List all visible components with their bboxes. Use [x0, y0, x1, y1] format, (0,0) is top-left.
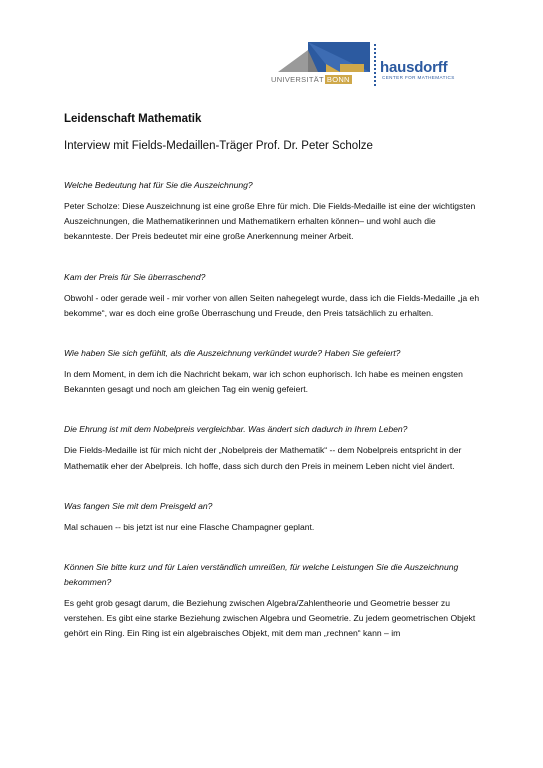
interview-question: Was fangen Sie mit dem Preisgeld an?	[64, 500, 213, 511]
hausdorff-center-logo	[380, 60, 455, 81]
qa-item	[64, 346, 484, 397]
university-bonn-logo	[268, 42, 370, 86]
document-title: Leidenschaft Mathematik	[64, 113, 202, 125]
interview-answer: Es geht grob gesagt darum, die Beziehung zwischen Algebra/Zahlentheorie und Geometrie besser zu verstehen. Es gibt eine starke Beziehung zwischen Algebra und Geometrie. Zu jedem geometrischen Objekt gehört ein Ring. Ein Ring ist ein algebraisches Objekt, mit dem man „rechnen“ kann – im	[64, 598, 476, 639]
hausdorff-subtitle: CENTER FOR MATHEMATICS	[382, 75, 455, 80]
university-bonn-logo-emblem	[268, 42, 370, 76]
qa-item	[64, 560, 484, 642]
university-bonn-wordmark	[271, 75, 352, 84]
interview-question: Die Ehrung ist mit dem Nobelpreis vergleichbar. Was ändert sich dadurch in Ihrem Leben?	[64, 424, 408, 435]
interview-question: Welche Bedeutung hat für Sie die Auszeichnung?	[64, 180, 253, 190]
bonn-label: BONN	[326, 75, 350, 84]
interview-answer: Die Fields-Medaille ist für mich nicht der „Nobelpreis der Mathematik“ -- dem Nobelpreis entspricht in der Mathematik eher der Abelpreis. Ich hoffe, dass sich durch den Preis in meinem Leben nicht viel ändert.	[64, 445, 462, 471]
qa-item	[64, 422, 484, 473]
interview-question: Wie haben Sie sich gefühlt, als die Auszeichnung verkündet wurde? Haben Sie gefeiert?	[64, 348, 401, 359]
interview-answer: Obwohl - oder gerade weil - mir vorher von allen Seiten nahegelegt wurde, dass ich die Fields-Medaille „ja eh bekomme“, war es doch eine große Überraschung und Freude, den Preis tatsächlich zu erhalten.	[64, 292, 480, 318]
logo-divider	[374, 44, 378, 86]
interview-question: Können Sie bitte kurz und für Laien verständlich umreißen, für welche Leistungen Sie die Auszeichnung bekommen?	[64, 562, 459, 588]
interview-question: Kam der Preis für Sie überraschend?	[64, 271, 206, 282]
university-label: UNIVERSITÄT	[271, 75, 324, 84]
document-subtitle: Interview mit Fields-Medaillen-Träger Prof. Dr. Peter Scholze	[64, 140, 373, 152]
qa-item	[64, 178, 484, 245]
qa-item	[64, 270, 484, 321]
hausdorff-name: hausdorff	[380, 59, 448, 76]
interview-answer: Mal schauen -- bis jetzt ist nur eine Flasche Champagner geplant.	[64, 521, 315, 532]
qa-item	[64, 499, 484, 535]
document-content	[64, 112, 484, 667]
interview-answer: In dem Moment, in dem ich die Nachricht bekam, war ich schon euphorisch. Ich habe es meinen engsten Bekannten gesagt und noch am gleichen Tag ein wenig gefeiert.	[64, 369, 463, 395]
interview-qa-list	[64, 178, 484, 642]
interview-answer: Peter Scholze: Diese Auszeichnung ist eine große Ehre für mich. Die Fields-Medaille ist eine der wichtigsten Auszeichnungen, die Mathematikerinnen und Mathematikern erhalten können– und wohl auch die bekannteste. Der Preis bedeutet mir eine große Anerkennung meiner Arbeit.	[64, 201, 476, 242]
